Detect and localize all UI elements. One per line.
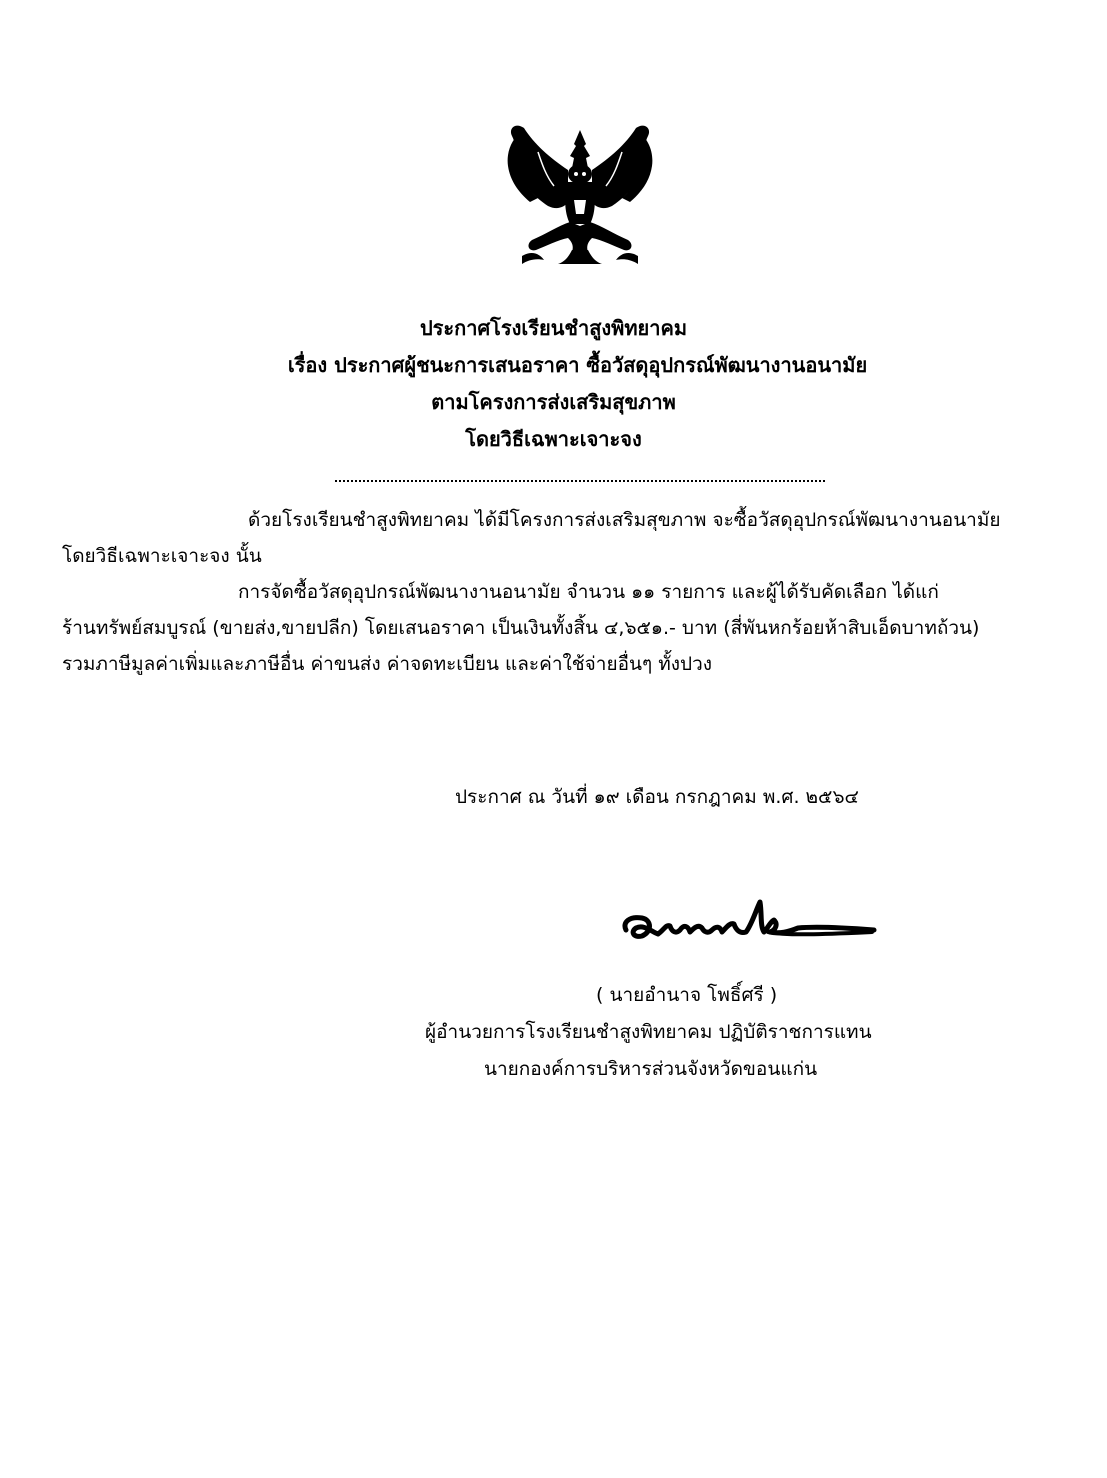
garuda-emblem-icon xyxy=(498,122,662,268)
paragraph2-line1: การจัดซื้อวัสดุอุปกรณ์พัฒนางานอนามัย จำนวน ๑๑ รายการ และผู้ได้รับคัดเลือก ได้แก่ xyxy=(238,581,939,603)
handwritten-signature-icon xyxy=(618,892,878,956)
paragraph1-line2: โดยวิธีเฉพาะเจาะจง นั้น xyxy=(62,545,262,567)
signatory-name: ( นายอำนาจ โพธิ์ศรี ) xyxy=(596,984,778,1006)
announcement-date: ประกาศ ณ วันที่ ๑๙ เดือน กรกฎาคม พ.ศ. ๒๕๖๔ xyxy=(455,786,859,808)
signatory-position-line1: ผู้อำนวยการโรงเรียนชำสูงพิทยาคม ปฏิบัติราชการแทน xyxy=(425,1021,872,1043)
paragraph2-line3: รวมภาษีมูลค่าเพิ่มและภาษีอื่น ค่าขนส่ง ค่าจดทะเบียน และค่าใช้จ่ายอื่นๆ ทั้งปวง xyxy=(62,653,713,675)
signatory-position-line2: นายกองค์การบริหารส่วนจังหวัดขอนแก่น xyxy=(484,1058,818,1080)
dotted-divider xyxy=(335,470,825,482)
announcement-subject: เรื่อง ประกาศผู้ชนะการเสนอราคา ซื้อวัสดุอุปกรณ์พัฒนางานอนามัย xyxy=(287,353,868,377)
paragraph1-line1: ด้วยโรงเรียนชำสูงพิทยาคม ได้มีโครงการส่งเสริมสุขภาพ จะซื้อวัสดุอุปกรณ์พัฒนางานอนามัย xyxy=(248,509,1001,531)
project-name: ตามโครงการส่งเสริมสุขภาพ xyxy=(431,390,676,414)
announcement-title: ประกาศโรงเรียนชำสูงพิทยาคม xyxy=(419,316,688,340)
procurement-method: โดยวิธีเฉพาะเจาะจง xyxy=(465,427,642,451)
paragraph2-line2: ร้านทรัพย์สมบูรณ์ (ขายส่ง,ขายปลีก) โดยเสนอราคา เป็นเงินทั้งสิ้น ๔,๖๕๑.- บาท (สี่พันหกร้อยห้าสิบเอ็ดบาทถ้วน) xyxy=(62,617,980,639)
